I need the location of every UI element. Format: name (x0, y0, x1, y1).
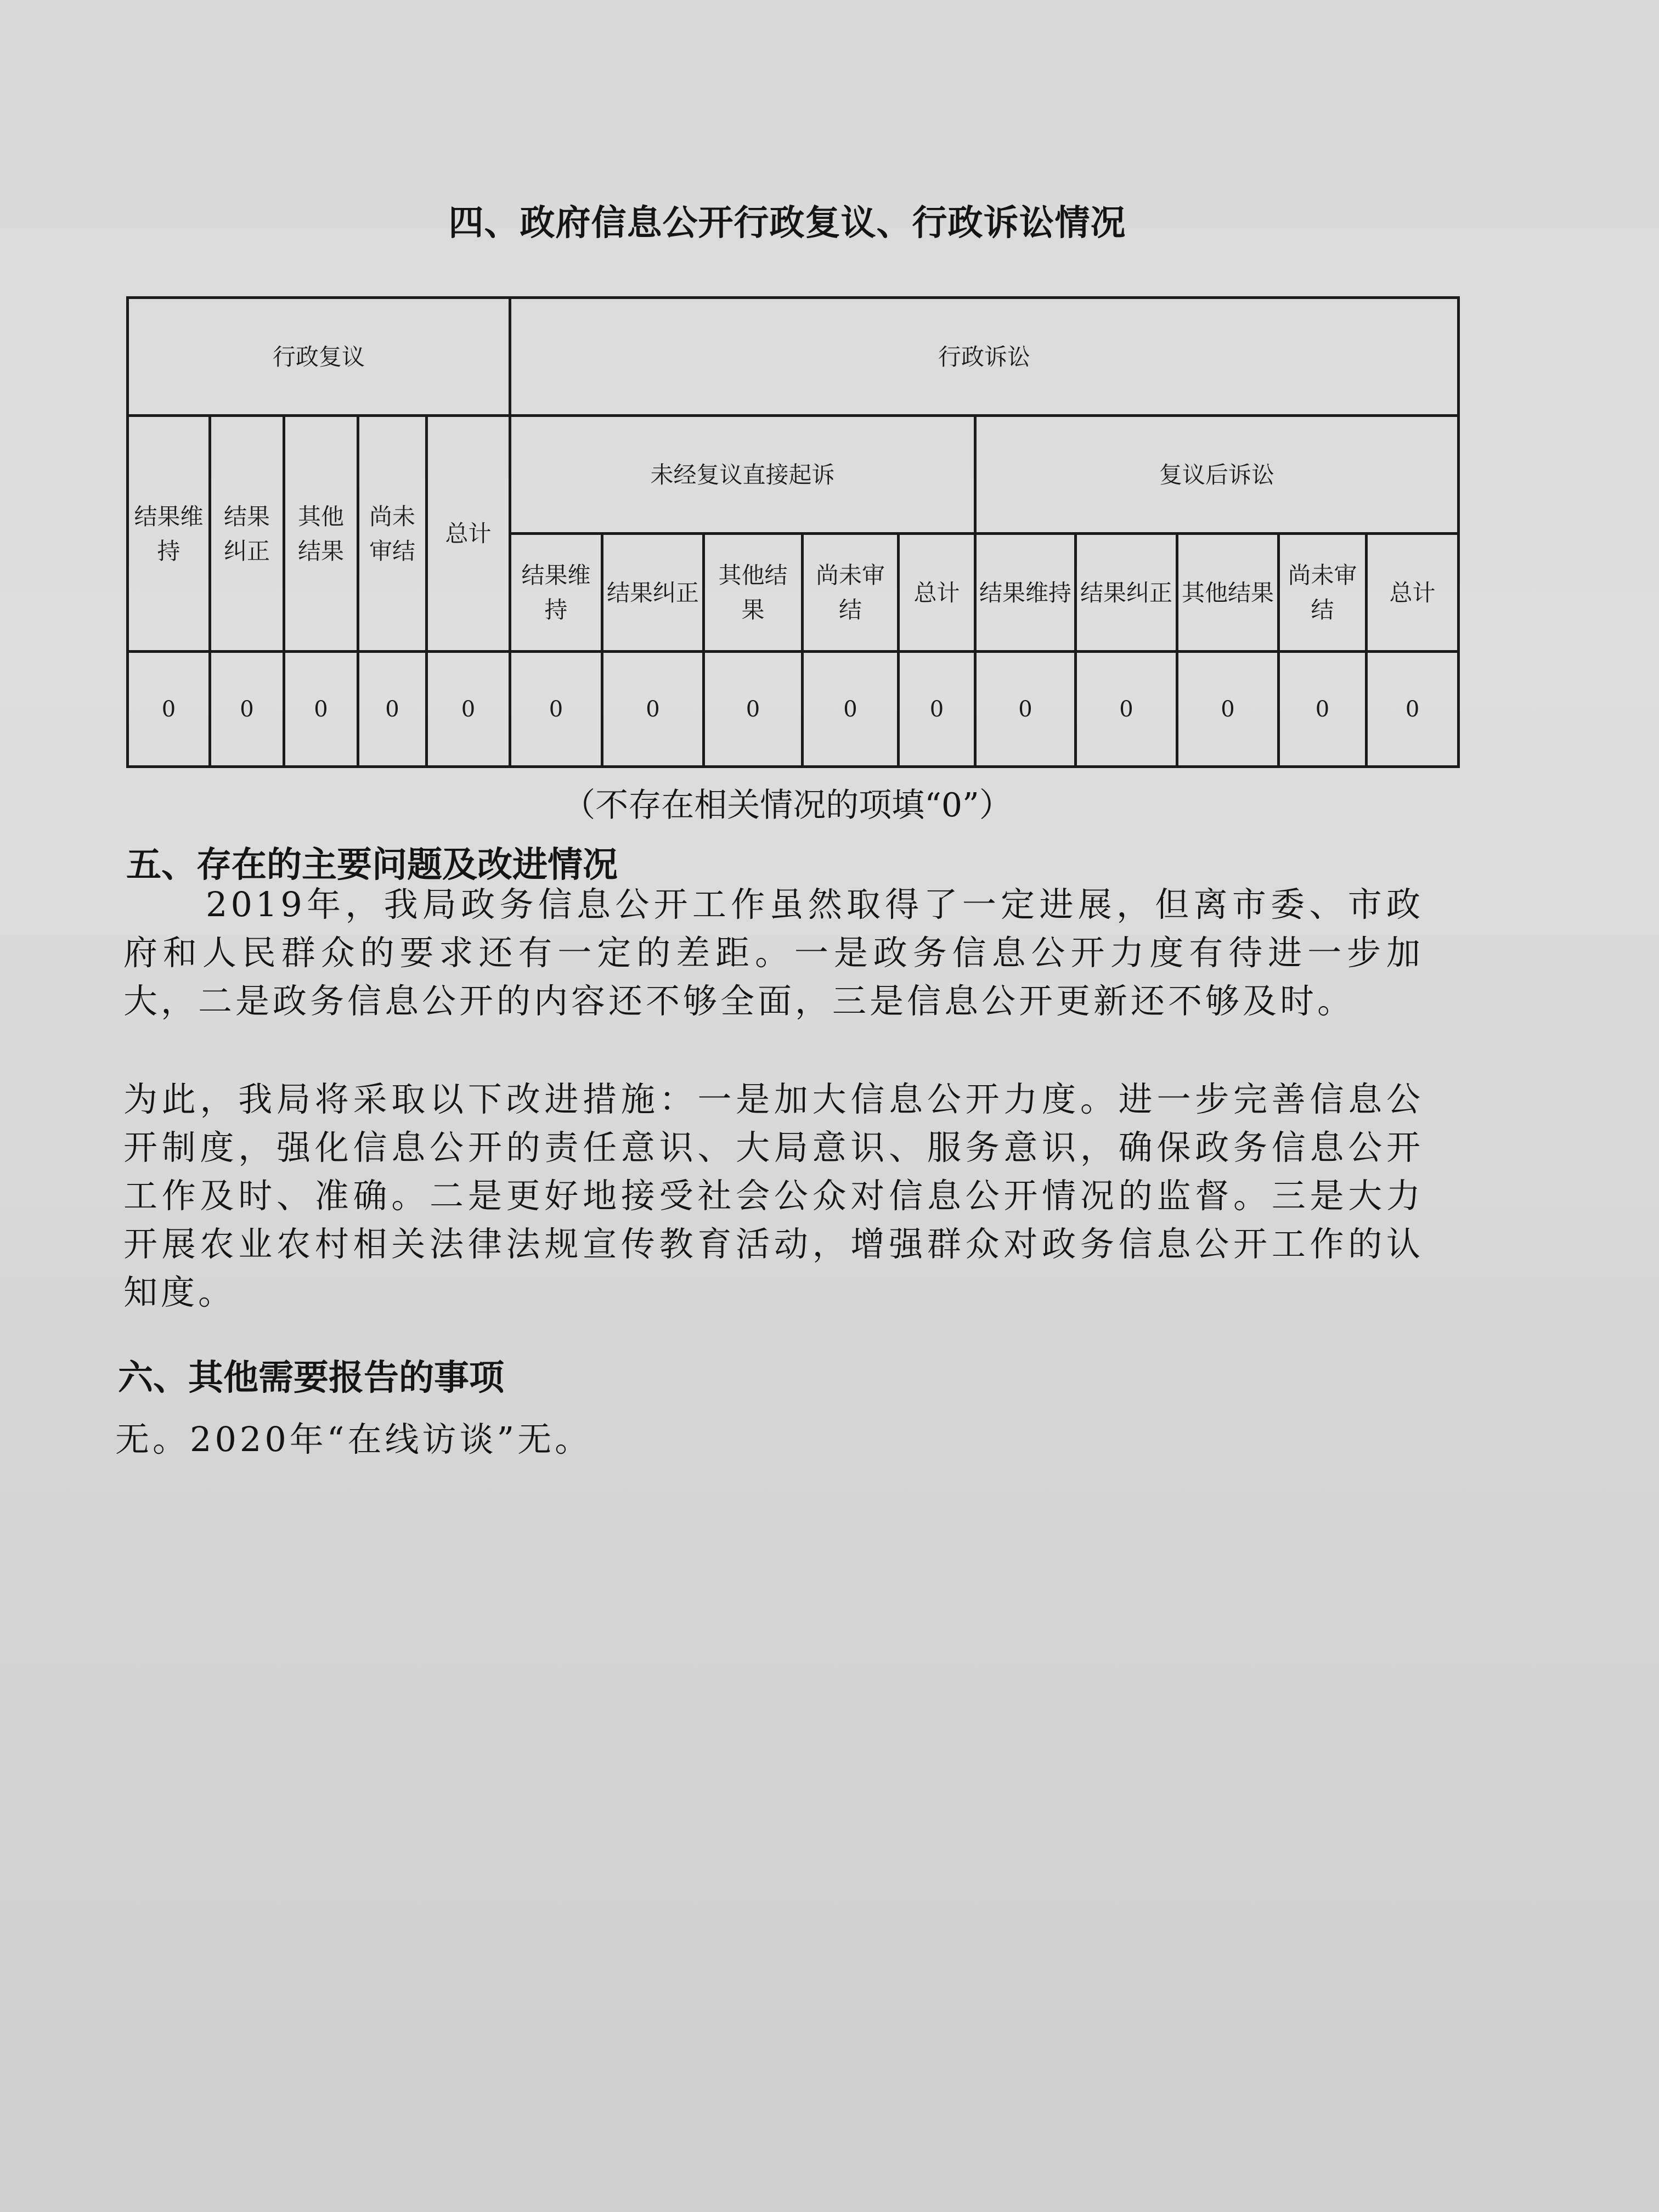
table-cell: 0 (602, 652, 704, 767)
table-cell: 0 (1177, 652, 1279, 767)
table-header-row-1 (128, 298, 1459, 416)
table-cell: 0 (210, 652, 284, 767)
review-col-header: 尚未审结 (358, 416, 427, 652)
after-col-header: 尚未审结 (1279, 534, 1367, 652)
after-col-header: 总计 (1367, 534, 1459, 652)
litigation-header: 行政诉讼 (510, 298, 1459, 416)
after-col-header: 其他结果 (1177, 534, 1279, 652)
review-col-header: 总计 (427, 416, 510, 652)
section5-paragraph-1: 2019年，我局政务信息公开工作虽然取得了一定进展，但离市委、市政府和人民群众的要求还有一定的差距。一是政务信息公开力度有待进一步加大，二是政务信息公开的内容还不够全面，三是信息公开更新还不够及时。 (123, 884, 1424, 1021)
table-cell: 0 (284, 652, 358, 767)
table-cell: 0 (803, 652, 899, 767)
table-cell: 0 (1367, 652, 1459, 767)
table-header-row-2 (128, 416, 1459, 534)
table-row (128, 652, 1459, 767)
table-cell: 0 (510, 652, 602, 767)
table-cell: 0 (1076, 652, 1177, 767)
table-cell: 0 (1279, 652, 1367, 767)
review-col-header: 结果纠正 (210, 416, 284, 652)
after-col-header: 结果纠正 (1076, 534, 1177, 652)
section6-title: 六、其他需要报告的事项 (118, 1358, 504, 1398)
after-review-header: 复议后诉讼 (975, 416, 1459, 534)
review-col-header: 其他结果 (284, 416, 358, 652)
review-litigation-table (126, 296, 1460, 768)
table-cell: 0 (128, 652, 210, 767)
table-note: （不存在相关情况的项填“0”） (562, 786, 1012, 825)
table-cell: 0 (704, 652, 803, 767)
section5-paragraph-2: 为此，我局将采取以下改进措施：一是加大信息公开力度。进一步完善信息公开制度，强化信息公开的责任意识、大局意识、服务意识，确保政务信息公开工作及时、准确。二是更好地接受社会公众对信息公开情况的监督。三是大力开展农业农村相关法律法规宣传教育活动，增强群众对政务信息公开工作的认知度。 (123, 1079, 1424, 1312)
direct-col-header: 结果维持 (510, 534, 602, 652)
table-cell: 0 (975, 652, 1076, 767)
section5-title: 五、存在的主要问题及改进情况 (126, 845, 618, 885)
table-cell: 0 (899, 652, 975, 767)
review-header: 行政复议 (128, 298, 510, 416)
direct-suit-header: 未经复议直接起诉 (510, 416, 975, 534)
direct-col-header: 其他结果 (704, 534, 803, 652)
review-col-header: 结果维持 (128, 416, 210, 652)
table-cell: 0 (427, 652, 510, 767)
direct-col-header: 尚未审结 (803, 534, 899, 652)
after-col-header: 结果维持 (975, 534, 1076, 652)
direct-col-header: 总计 (899, 534, 975, 652)
table-cell: 0 (358, 652, 427, 767)
section4-title: 四、政府信息公开行政复议、行政诉讼情况 (448, 203, 1126, 244)
section6-text: 无。2020年“在线访谈”无。 (115, 1419, 592, 1459)
direct-col-header: 结果纠正 (602, 534, 704, 652)
